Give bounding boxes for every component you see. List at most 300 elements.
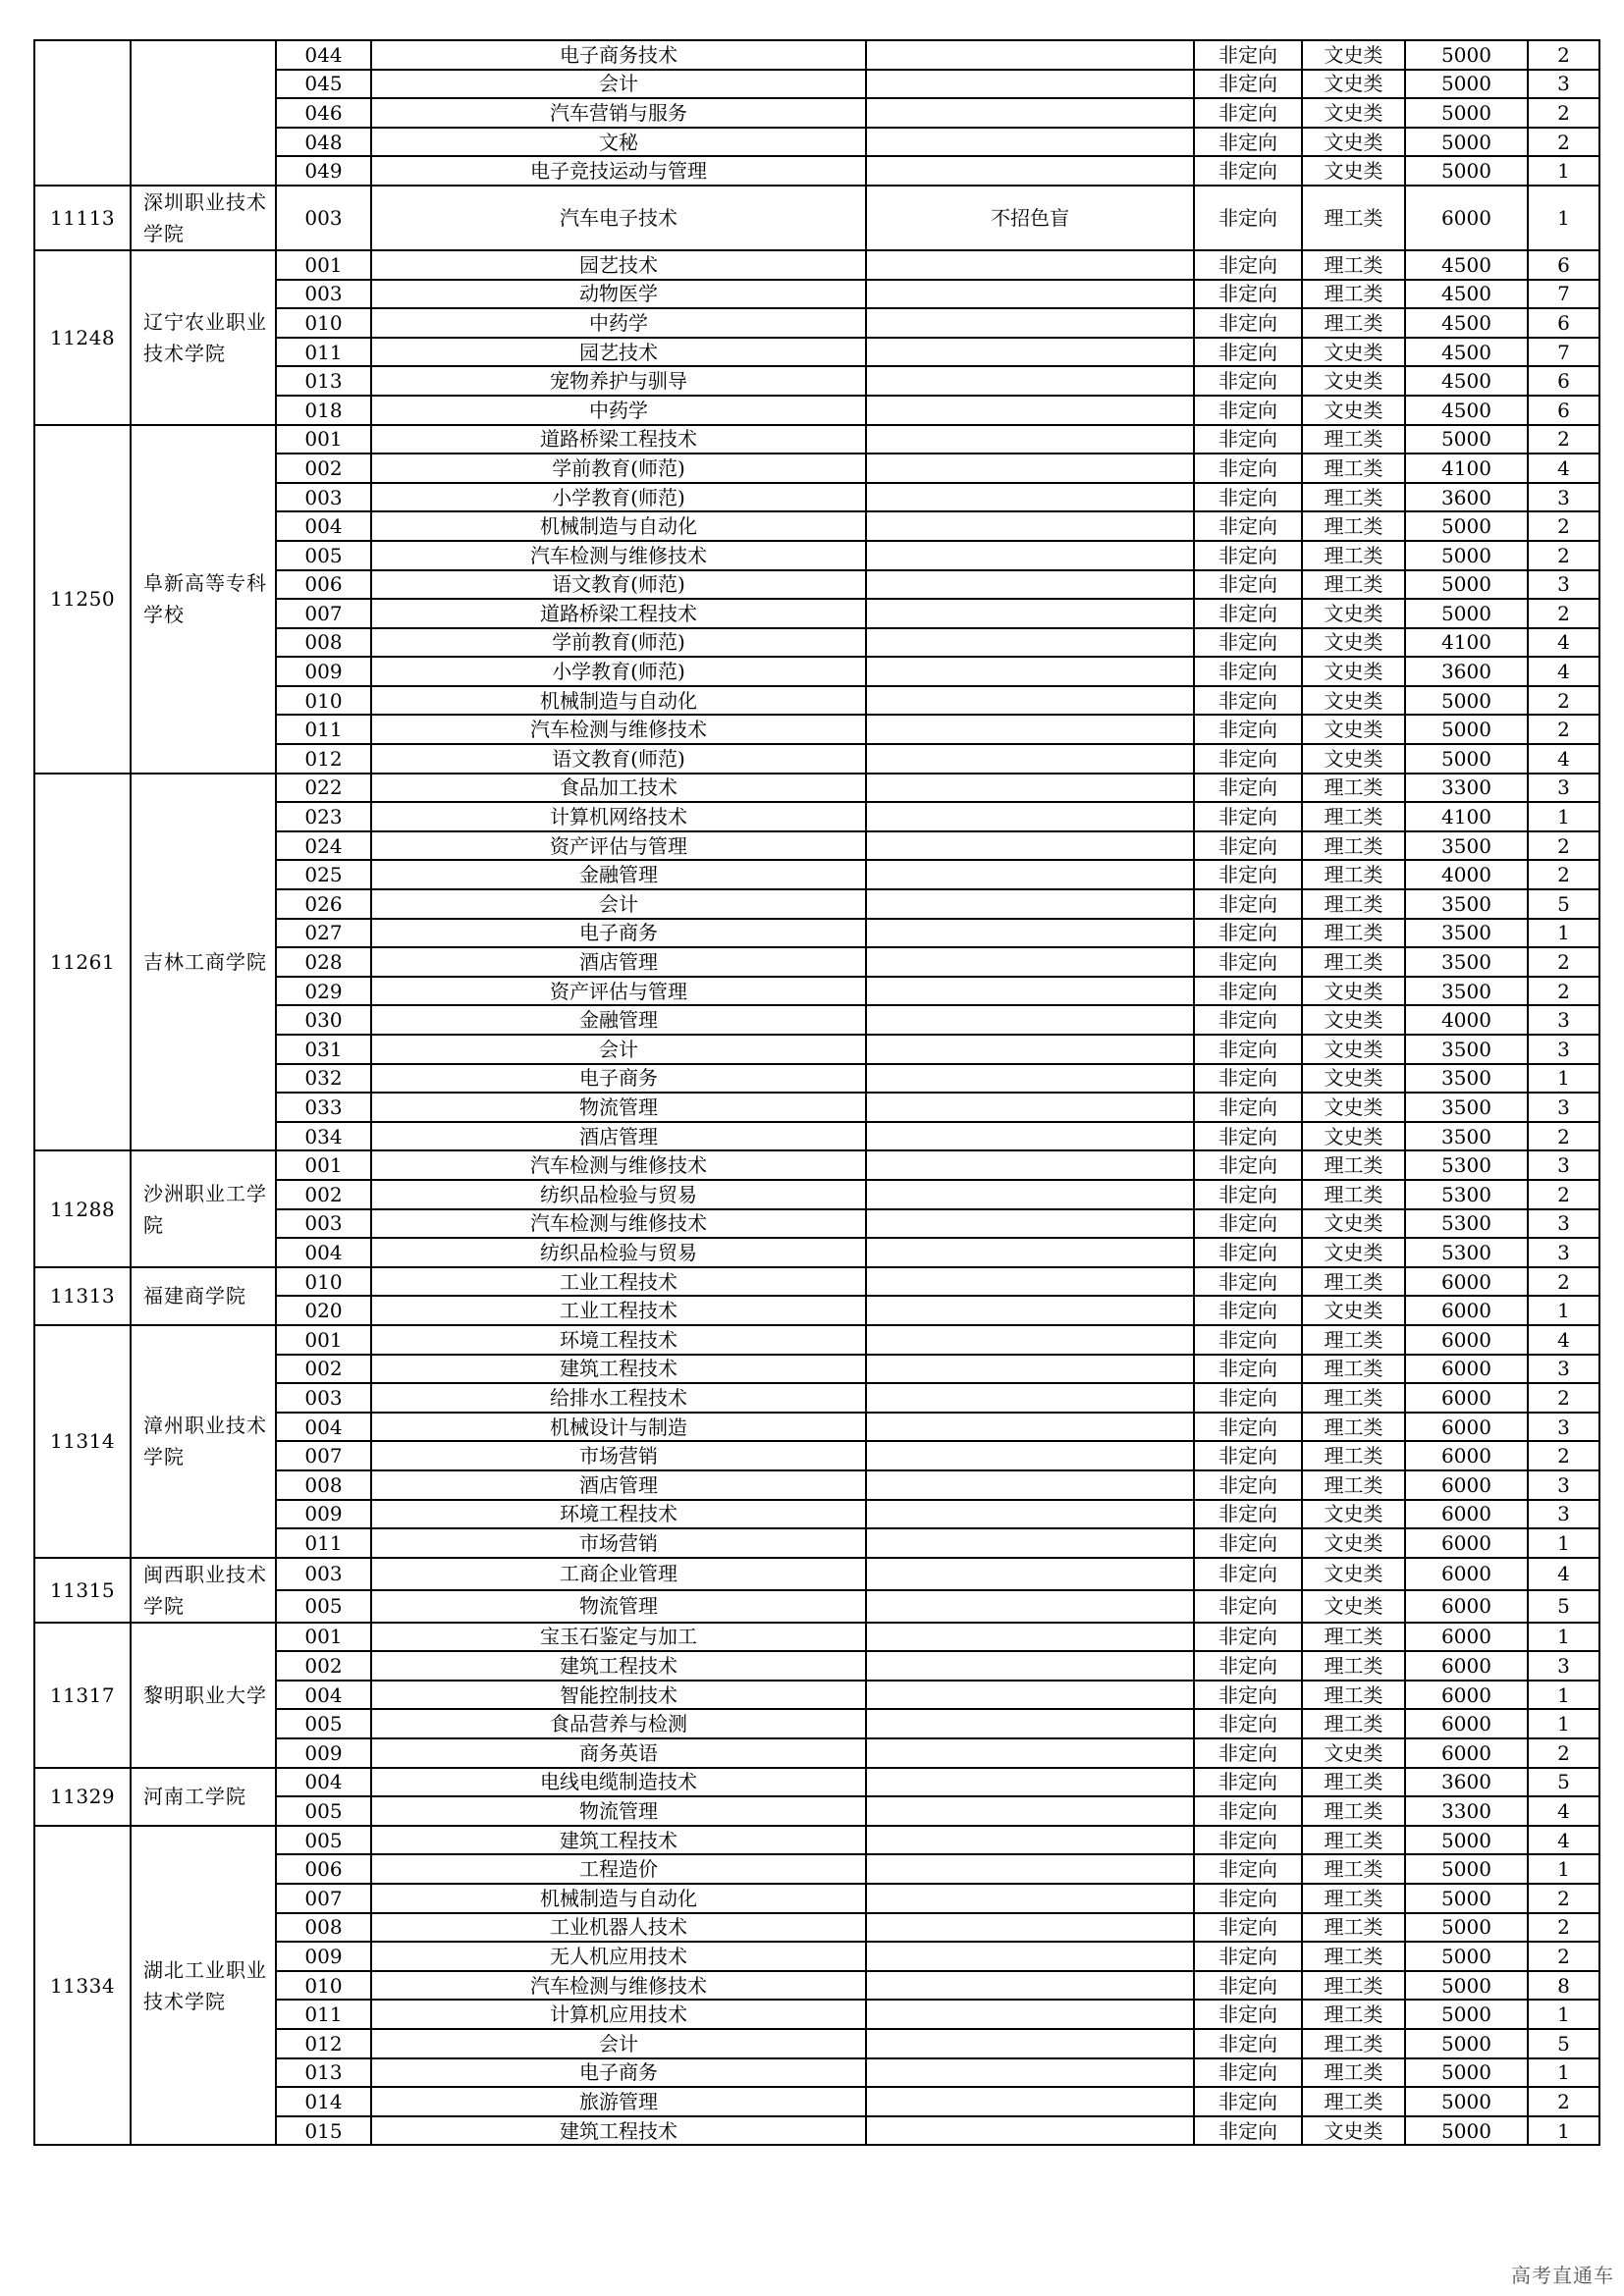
category-cell: 文史类 bbox=[1302, 1528, 1405, 1558]
plan-type-cell: 非定向 bbox=[1194, 483, 1302, 512]
tuition-cell: 3300 bbox=[1405, 774, 1528, 803]
table-row bbox=[34, 40, 1599, 70]
major-name-cell: 电子商务 bbox=[371, 1064, 866, 1094]
major-name-cell: 环境工程技术 bbox=[371, 1325, 866, 1355]
tuition-cell: 4100 bbox=[1405, 628, 1528, 658]
major-code-cell: 031 bbox=[276, 1035, 371, 1064]
tuition-cell: 5300 bbox=[1405, 1150, 1528, 1180]
category-cell: 文史类 bbox=[1302, 1209, 1405, 1239]
note-cell bbox=[866, 889, 1194, 919]
major-code-cell: 002 bbox=[276, 1180, 371, 1209]
category-cell: 文史类 bbox=[1302, 98, 1405, 128]
category-cell: 理工类 bbox=[1302, 802, 1405, 831]
plan-type-cell: 非定向 bbox=[1194, 1093, 1302, 1122]
note-cell bbox=[866, 1590, 1194, 1623]
major-code-cell: 004 bbox=[276, 511, 371, 541]
major-name-cell: 酒店管理 bbox=[371, 947, 866, 977]
enrollment-count-cell: 6 bbox=[1528, 250, 1599, 280]
major-name-cell: 机械制造与自动化 bbox=[371, 511, 866, 541]
major-code-cell: 009 bbox=[276, 657, 371, 686]
plan-type-cell: 非定向 bbox=[1194, 1413, 1302, 1442]
major-name-cell: 文秘 bbox=[371, 128, 866, 157]
tuition-cell: 6000 bbox=[1405, 1528, 1528, 1558]
note-cell bbox=[866, 628, 1194, 658]
note-cell bbox=[866, 511, 1194, 541]
major-code-cell: 048 bbox=[276, 128, 371, 157]
major-name-cell: 酒店管理 bbox=[371, 1122, 866, 1151]
major-name-cell: 资产评估与管理 bbox=[371, 977, 866, 1006]
major-code-cell: 027 bbox=[276, 919, 371, 948]
tuition-cell: 4500 bbox=[1405, 396, 1528, 425]
plan-type-cell: 非定向 bbox=[1194, 1470, 1302, 1500]
note-cell bbox=[866, 1913, 1194, 1943]
major-code-cell: 008 bbox=[276, 1913, 371, 1943]
category-cell: 理工类 bbox=[1302, 511, 1405, 541]
major-code-cell: 003 bbox=[276, 186, 371, 250]
category-cell: 理工类 bbox=[1302, 1325, 1405, 1355]
university-name-cell: 沙洲职业工学院 bbox=[131, 1150, 276, 1266]
table-row bbox=[34, 1826, 1599, 1855]
tuition-cell: 5000 bbox=[1405, 686, 1528, 716]
plan-type-cell: 非定向 bbox=[1194, 2000, 1302, 2029]
tuition-cell: 6000 bbox=[1405, 1267, 1528, 1297]
major-name-cell: 工商企业管理 bbox=[371, 1558, 866, 1590]
university-name-cell: 河南工学院 bbox=[131, 1768, 276, 1826]
plan-type-cell: 非定向 bbox=[1194, 1623, 1302, 1652]
enrollment-count-cell: 3 bbox=[1528, 1355, 1599, 1384]
major-code-cell: 011 bbox=[276, 338, 371, 367]
plan-type-cell: 非定向 bbox=[1194, 1709, 1302, 1738]
category-cell: 理工类 bbox=[1302, 1709, 1405, 1738]
enrollment-count-cell: 6 bbox=[1528, 366, 1599, 396]
note-cell bbox=[866, 919, 1194, 948]
major-name-cell: 建筑工程技术 bbox=[371, 1651, 866, 1681]
major-name-cell: 道路桥梁工程技术 bbox=[371, 425, 866, 454]
major-name-cell: 中药学 bbox=[371, 396, 866, 425]
category-cell: 理工类 bbox=[1302, 570, 1405, 600]
table-row bbox=[34, 1558, 1599, 1590]
note-cell bbox=[866, 1355, 1194, 1384]
major-code-cell: 013 bbox=[276, 2058, 371, 2088]
major-name-cell: 汽车检测与维修技术 bbox=[371, 1209, 866, 1239]
major-name-cell: 酒店管理 bbox=[371, 1470, 866, 1500]
enrollment-count-cell: 1 bbox=[1528, 2000, 1599, 2029]
plan-type-cell: 非定向 bbox=[1194, 1441, 1302, 1470]
major-name-cell: 会计 bbox=[371, 889, 866, 919]
major-code-cell: 023 bbox=[276, 802, 371, 831]
major-code-cell: 003 bbox=[276, 1558, 371, 1590]
enrollment-count-cell: 2 bbox=[1528, 1441, 1599, 1470]
category-cell: 文史类 bbox=[1302, 396, 1405, 425]
university-code-cell: 11317 bbox=[34, 1623, 131, 1768]
category-cell: 文史类 bbox=[1302, 1238, 1405, 1267]
tuition-cell: 4500 bbox=[1405, 308, 1528, 338]
major-name-cell: 给排水工程技术 bbox=[371, 1383, 866, 1413]
note-cell bbox=[866, 1093, 1194, 1122]
category-cell: 理工类 bbox=[1302, 1681, 1405, 1710]
major-name-cell: 学前教育(师范) bbox=[371, 454, 866, 483]
plan-type-cell: 非定向 bbox=[1194, 280, 1302, 309]
major-name-cell: 商务英语 bbox=[371, 1738, 866, 1768]
enrollment-count-cell: 6 bbox=[1528, 396, 1599, 425]
note-cell bbox=[866, 1035, 1194, 1064]
enrollment-count-cell: 1 bbox=[1528, 1709, 1599, 1738]
tuition-cell: 5000 bbox=[1405, 2058, 1528, 2088]
enrollment-count-cell: 3 bbox=[1528, 1413, 1599, 1442]
tuition-cell: 5000 bbox=[1405, 744, 1528, 774]
category-cell: 文史类 bbox=[1302, 1500, 1405, 1529]
table-row bbox=[34, 1325, 1599, 1355]
major-code-cell: 008 bbox=[276, 628, 371, 658]
major-code-cell: 028 bbox=[276, 947, 371, 977]
tuition-cell: 5000 bbox=[1405, 1971, 1528, 2001]
plan-type-cell: 非定向 bbox=[1194, 250, 1302, 280]
enrollment-count-cell: 2 bbox=[1528, 1180, 1599, 1209]
category-cell: 理工类 bbox=[1302, 1854, 1405, 1884]
major-code-cell: 034 bbox=[276, 1122, 371, 1151]
tuition-cell: 3600 bbox=[1405, 1768, 1528, 1797]
plan-type-cell: 非定向 bbox=[1194, 919, 1302, 948]
note-cell bbox=[866, 2058, 1194, 2088]
major-code-cell: 025 bbox=[276, 860, 371, 889]
category-cell: 理工类 bbox=[1302, 2029, 1405, 2058]
university-code-cell bbox=[34, 40, 131, 186]
enrollment-count-cell: 2 bbox=[1528, 947, 1599, 977]
note-cell bbox=[866, 570, 1194, 600]
note-cell bbox=[866, 686, 1194, 716]
major-code-cell: 045 bbox=[276, 70, 371, 99]
major-code-cell: 026 bbox=[276, 889, 371, 919]
university-code-cell: 11261 bbox=[34, 774, 131, 1151]
tuition-cell: 3500 bbox=[1405, 1122, 1528, 1151]
major-name-cell: 物流管理 bbox=[371, 1796, 866, 1826]
tuition-cell: 5000 bbox=[1405, 2087, 1528, 2116]
enrollment-count-cell: 1 bbox=[1528, 1296, 1599, 1325]
university-name-cell: 闽西职业技术学院 bbox=[131, 1558, 276, 1623]
major-code-cell: 014 bbox=[276, 2087, 371, 2116]
plan-type-cell: 非定向 bbox=[1194, 1209, 1302, 1239]
category-cell: 文史类 bbox=[1302, 715, 1405, 744]
major-code-cell: 044 bbox=[276, 40, 371, 70]
note-cell bbox=[866, 1738, 1194, 1768]
tuition-cell: 5000 bbox=[1405, 541, 1528, 570]
note-cell bbox=[866, 977, 1194, 1006]
major-code-cell: 005 bbox=[276, 1796, 371, 1826]
note-cell bbox=[866, 2029, 1194, 2058]
category-cell: 理工类 bbox=[1302, 1413, 1405, 1442]
plan-type-cell: 非定向 bbox=[1194, 541, 1302, 570]
category-cell: 文史类 bbox=[1302, 657, 1405, 686]
plan-type-cell: 非定向 bbox=[1194, 1826, 1302, 1855]
tuition-cell: 3500 bbox=[1405, 1035, 1528, 1064]
enrollment-count-cell: 5 bbox=[1528, 889, 1599, 919]
plan-type-cell: 非定向 bbox=[1194, 1383, 1302, 1413]
note-cell bbox=[866, 715, 1194, 744]
major-code-cell: 001 bbox=[276, 1325, 371, 1355]
major-code-cell: 007 bbox=[276, 1884, 371, 1913]
note-cell bbox=[866, 1064, 1194, 1094]
major-name-cell: 市场营销 bbox=[371, 1528, 866, 1558]
note-cell bbox=[866, 1122, 1194, 1151]
major-name-cell: 物流管理 bbox=[371, 1590, 866, 1623]
major-name-cell: 金融管理 bbox=[371, 860, 866, 889]
enrollment-count-cell: 6 bbox=[1528, 308, 1599, 338]
enrollment-count-cell: 3 bbox=[1528, 570, 1599, 600]
table-row bbox=[34, 425, 1599, 454]
tuition-cell: 6000 bbox=[1405, 1325, 1528, 1355]
major-code-cell: 001 bbox=[276, 425, 371, 454]
major-code-cell: 005 bbox=[276, 1590, 371, 1623]
table-row bbox=[34, 186, 1599, 250]
plan-type-cell: 非定向 bbox=[1194, 657, 1302, 686]
category-cell: 理工类 bbox=[1302, 919, 1405, 948]
enrollment-count-cell: 1 bbox=[1528, 2116, 1599, 2146]
university-code-cell: 11329 bbox=[34, 1768, 131, 1826]
enrollment-count-cell: 5 bbox=[1528, 1768, 1599, 1797]
plan-type-cell: 非定向 bbox=[1194, 1913, 1302, 1943]
note-cell bbox=[866, 1470, 1194, 1500]
plan-type-cell: 非定向 bbox=[1194, 1035, 1302, 1064]
tuition-cell: 3500 bbox=[1405, 977, 1528, 1006]
major-name-cell: 电线电缆制造技术 bbox=[371, 1768, 866, 1797]
category-cell: 理工类 bbox=[1302, 2000, 1405, 2029]
tuition-cell: 3500 bbox=[1405, 831, 1528, 861]
major-name-cell: 机械制造与自动化 bbox=[371, 1884, 866, 1913]
category-cell: 理工类 bbox=[1302, 483, 1405, 512]
enrollment-count-cell: 1 bbox=[1528, 186, 1599, 250]
plan-type-cell: 非定向 bbox=[1194, 1325, 1302, 1355]
major-code-cell: 018 bbox=[276, 396, 371, 425]
tuition-cell: 3600 bbox=[1405, 483, 1528, 512]
major-code-cell: 007 bbox=[276, 599, 371, 628]
category-cell: 理工类 bbox=[1302, 1180, 1405, 1209]
tuition-cell: 5000 bbox=[1405, 70, 1528, 99]
university-code-cell: 11334 bbox=[34, 1826, 131, 2146]
note-cell bbox=[866, 1528, 1194, 1558]
tuition-cell: 5000 bbox=[1405, 2029, 1528, 2058]
major-code-cell: 010 bbox=[276, 686, 371, 716]
table-row bbox=[34, 250, 1599, 280]
university-name-cell: 吉林工商学院 bbox=[131, 774, 276, 1151]
table-row bbox=[34, 1267, 1599, 1297]
major-name-cell: 汽车营销与服务 bbox=[371, 98, 866, 128]
major-code-cell: 011 bbox=[276, 715, 371, 744]
enrollment-count-cell: 4 bbox=[1528, 1325, 1599, 1355]
plan-type-cell: 非定向 bbox=[1194, 2087, 1302, 2116]
university-code-cell: 11250 bbox=[34, 425, 131, 774]
note-cell bbox=[866, 1150, 1194, 1180]
major-name-cell: 工业机器人技术 bbox=[371, 1913, 866, 1943]
enrollment-count-cell: 4 bbox=[1528, 657, 1599, 686]
enrollment-count-cell: 3 bbox=[1528, 70, 1599, 99]
tuition-cell: 6000 bbox=[1405, 1681, 1528, 1710]
major-code-cell: 001 bbox=[276, 1150, 371, 1180]
major-name-cell: 计算机网络技术 bbox=[371, 802, 866, 831]
tuition-cell: 5000 bbox=[1405, 511, 1528, 541]
major-name-cell: 无人机应用技术 bbox=[371, 1942, 866, 1971]
category-cell: 文史类 bbox=[1302, 1005, 1405, 1035]
plan-type-cell: 非定向 bbox=[1194, 156, 1302, 186]
major-name-cell: 工业工程技术 bbox=[371, 1267, 866, 1297]
category-cell: 文史类 bbox=[1302, 1738, 1405, 1768]
major-code-cell: 024 bbox=[276, 831, 371, 861]
table-row bbox=[34, 1768, 1599, 1797]
tuition-cell: 5300 bbox=[1405, 1209, 1528, 1239]
university-name-cell: 深圳职业技术学院 bbox=[131, 186, 276, 250]
enrollment-count-cell: 2 bbox=[1528, 128, 1599, 157]
plan-type-cell: 非定向 bbox=[1194, 454, 1302, 483]
enrollment-count-cell: 2 bbox=[1528, 1267, 1599, 1297]
category-cell: 文史类 bbox=[1302, 156, 1405, 186]
enrollment-count-cell: 4 bbox=[1528, 1796, 1599, 1826]
major-name-cell: 食品加工技术 bbox=[371, 774, 866, 803]
enrollment-count-cell: 2 bbox=[1528, 715, 1599, 744]
major-code-cell: 009 bbox=[276, 1500, 371, 1529]
major-name-cell: 机械设计与制造 bbox=[371, 1413, 866, 1442]
major-name-cell: 金融管理 bbox=[371, 1005, 866, 1035]
note-cell bbox=[866, 1796, 1194, 1826]
tuition-cell: 6000 bbox=[1405, 1651, 1528, 1681]
category-cell: 理工类 bbox=[1302, 250, 1405, 280]
category-cell: 文史类 bbox=[1302, 1296, 1405, 1325]
plan-type-cell: 非定向 bbox=[1194, 2029, 1302, 2058]
tuition-cell: 4500 bbox=[1405, 280, 1528, 309]
major-name-cell: 语文教育(师范) bbox=[371, 744, 866, 774]
major-name-cell: 工业工程技术 bbox=[371, 1296, 866, 1325]
plan-type-cell: 非定向 bbox=[1194, 715, 1302, 744]
category-cell: 文史类 bbox=[1302, 70, 1405, 99]
major-code-cell: 032 bbox=[276, 1064, 371, 1094]
category-cell: 理工类 bbox=[1302, 1267, 1405, 1297]
category-cell: 理工类 bbox=[1302, 280, 1405, 309]
plan-type-cell: 非定向 bbox=[1194, 1122, 1302, 1151]
category-cell: 文史类 bbox=[1302, 1035, 1405, 1064]
major-code-cell: 005 bbox=[276, 1826, 371, 1855]
tuition-cell: 5000 bbox=[1405, 599, 1528, 628]
plan-type-cell: 非定向 bbox=[1194, 889, 1302, 919]
enrollment-count-cell: 1 bbox=[1528, 919, 1599, 948]
enrollment-count-cell: 3 bbox=[1528, 1150, 1599, 1180]
plan-type-cell: 非定向 bbox=[1194, 1150, 1302, 1180]
major-code-cell: 011 bbox=[276, 1528, 371, 1558]
major-code-cell: 011 bbox=[276, 2000, 371, 2029]
category-cell: 理工类 bbox=[1302, 889, 1405, 919]
tuition-cell: 5000 bbox=[1405, 1884, 1528, 1913]
note-cell bbox=[866, 744, 1194, 774]
enrollment-count-cell: 2 bbox=[1528, 831, 1599, 861]
major-name-cell: 机械制造与自动化 bbox=[371, 686, 866, 716]
plan-type-cell: 非定向 bbox=[1194, 1005, 1302, 1035]
enrollment-count-cell: 1 bbox=[1528, 1528, 1599, 1558]
enrollment-count-cell: 3 bbox=[1528, 1093, 1599, 1122]
tuition-cell: 4500 bbox=[1405, 250, 1528, 280]
major-name-cell: 汽车检测与维修技术 bbox=[371, 715, 866, 744]
enrollment-count-cell: 2 bbox=[1528, 425, 1599, 454]
plan-type-cell: 非定向 bbox=[1194, 128, 1302, 157]
tuition-cell: 4100 bbox=[1405, 802, 1528, 831]
university-name-cell bbox=[131, 40, 276, 186]
major-code-cell: 049 bbox=[276, 156, 371, 186]
watermark: 高考直通车 bbox=[1511, 2264, 1614, 2287]
note-cell bbox=[866, 2116, 1194, 2146]
note-cell bbox=[866, 425, 1194, 454]
plan-type-cell: 非定向 bbox=[1194, 1500, 1302, 1529]
note-cell bbox=[866, 599, 1194, 628]
tuition-cell: 5300 bbox=[1405, 1238, 1528, 1267]
enrollment-count-cell: 3 bbox=[1528, 1209, 1599, 1239]
tuition-cell: 6000 bbox=[1405, 1413, 1528, 1442]
major-name-cell: 电子商务 bbox=[371, 2058, 866, 2088]
plan-type-cell: 非定向 bbox=[1194, 2116, 1302, 2146]
plan-type-cell: 非定向 bbox=[1194, 1296, 1302, 1325]
category-cell: 文史类 bbox=[1302, 1122, 1405, 1151]
note-cell bbox=[866, 70, 1194, 99]
university-name-cell: 湖北工业职业技术学院 bbox=[131, 1826, 276, 2146]
category-cell: 文史类 bbox=[1302, 686, 1405, 716]
table-body bbox=[34, 40, 1599, 2145]
plan-type-cell: 非定向 bbox=[1194, 1681, 1302, 1710]
tuition-cell: 5000 bbox=[1405, 1826, 1528, 1855]
note-cell bbox=[866, 156, 1194, 186]
category-cell: 理工类 bbox=[1302, 1768, 1405, 1797]
major-code-cell: 007 bbox=[276, 1441, 371, 1470]
tuition-cell: 3500 bbox=[1405, 1093, 1528, 1122]
major-code-cell: 002 bbox=[276, 1651, 371, 1681]
admissions-plan-table bbox=[33, 39, 1600, 2146]
enrollment-count-cell: 2 bbox=[1528, 40, 1599, 70]
category-cell: 文史类 bbox=[1302, 1093, 1405, 1122]
plan-type-cell: 非定向 bbox=[1194, 1590, 1302, 1623]
plan-type-cell: 非定向 bbox=[1194, 774, 1302, 803]
enrollment-count-cell: 2 bbox=[1528, 541, 1599, 570]
university-code-cell: 11288 bbox=[34, 1150, 131, 1266]
university-name-cell: 辽宁农业职业技术学院 bbox=[131, 250, 276, 425]
major-code-cell: 009 bbox=[276, 1738, 371, 1768]
category-cell: 文史类 bbox=[1302, 1064, 1405, 1094]
tuition-cell: 5000 bbox=[1405, 425, 1528, 454]
enrollment-count-cell: 3 bbox=[1528, 1651, 1599, 1681]
major-name-cell: 纺织品检验与贸易 bbox=[371, 1180, 866, 1209]
major-code-cell: 005 bbox=[276, 541, 371, 570]
major-name-cell: 道路桥梁工程技术 bbox=[371, 599, 866, 628]
major-name-cell: 市场营销 bbox=[371, 1441, 866, 1470]
enrollment-count-cell: 2 bbox=[1528, 1942, 1599, 1971]
note-cell bbox=[866, 2000, 1194, 2029]
major-name-cell: 汽车电子技术 bbox=[371, 186, 866, 250]
major-code-cell: 012 bbox=[276, 744, 371, 774]
category-cell: 理工类 bbox=[1302, 186, 1405, 250]
major-code-cell: 046 bbox=[276, 98, 371, 128]
note-cell bbox=[866, 40, 1194, 70]
major-code-cell: 009 bbox=[276, 1942, 371, 1971]
note-cell bbox=[866, 128, 1194, 157]
plan-type-cell: 非定向 bbox=[1194, 1738, 1302, 1768]
major-code-cell: 003 bbox=[276, 1209, 371, 1239]
enrollment-count-cell: 5 bbox=[1528, 2029, 1599, 2058]
enrollment-count-cell: 2 bbox=[1528, 686, 1599, 716]
category-cell: 文史类 bbox=[1302, 2116, 1405, 2146]
enrollment-count-cell: 2 bbox=[1528, 98, 1599, 128]
major-name-cell: 宠物养护与驯导 bbox=[371, 366, 866, 396]
note-cell bbox=[866, 1651, 1194, 1681]
note-cell bbox=[866, 366, 1194, 396]
major-name-cell: 电子商务技术 bbox=[371, 40, 866, 70]
category-cell: 理工类 bbox=[1302, 1884, 1405, 1913]
enrollment-count-cell: 2 bbox=[1528, 511, 1599, 541]
major-code-cell: 010 bbox=[276, 308, 371, 338]
enrollment-count-cell: 8 bbox=[1528, 1971, 1599, 2001]
note-cell bbox=[866, 98, 1194, 128]
